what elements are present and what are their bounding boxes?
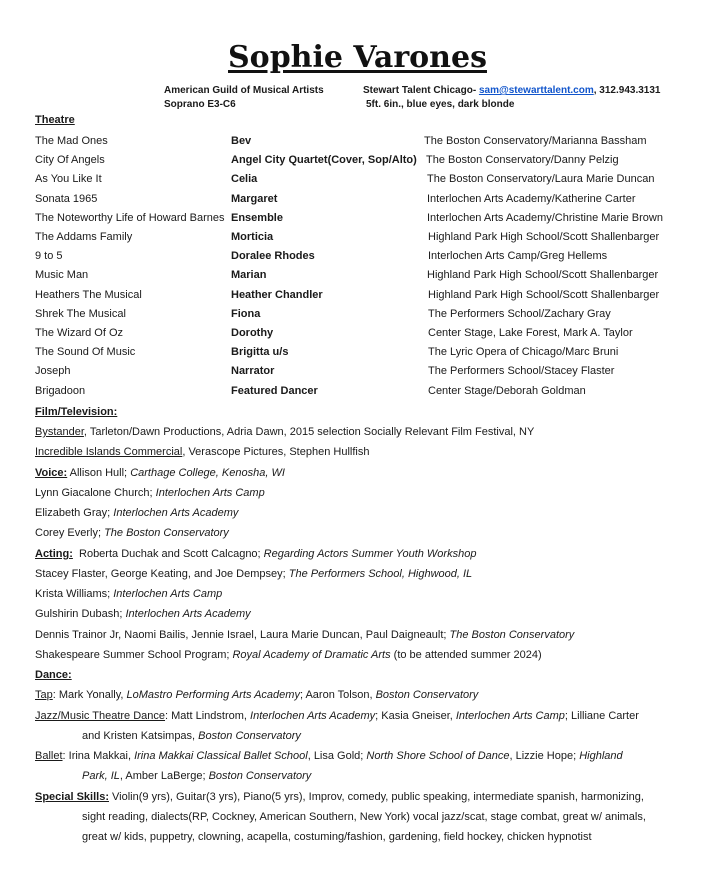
show-title: The Noteworthy Life of Howard Barnes <box>35 211 225 224</box>
show-title: Joseph <box>35 365 71 378</box>
show-title: Sonata 1965 <box>35 192 98 205</box>
voice-line <box>35 483 265 503</box>
header-right <box>363 84 660 112</box>
training-place: Interlochen Arts Camp <box>455 710 565 722</box>
dance-style-label: Jazz/Music Theatre Dance <box>35 710 166 722</box>
role-name: Heather Chandler <box>231 288 323 301</box>
role-name: Doralee Rhodes <box>231 250 315 263</box>
training-place: Interlochen Arts Camp <box>155 487 265 499</box>
venue-director: Interlochen Arts Academy/Katherine Carter <box>427 192 636 205</box>
teacher-name: : Mark Yonally, <box>52 689 127 701</box>
dance-style-label: Tap <box>35 689 53 701</box>
skills-text: great w/ kids, puppetry, clowning, acapella, costuming/fashion, gardening, field hockey, chicken hypnotist <box>82 831 592 843</box>
show-title: As You Like It <box>35 173 102 186</box>
training-place: Interlochen Arts Academy <box>125 608 251 620</box>
training-place: Interlochen Arts Academy <box>113 507 239 519</box>
venue-director: The Boston Conservatory/Laura Marie Duncan <box>427 173 655 186</box>
teacher-name: : Matt Lindstrom, <box>165 710 251 722</box>
role-name: Bev <box>231 135 252 147</box>
teacher-name: ; Kasia Gneiser, <box>375 710 456 722</box>
role-name: Dorothy <box>231 327 274 339</box>
voice-heading: Voice: <box>35 467 68 479</box>
agency-phone: , 312.943.3131 <box>593 85 661 96</box>
role-name: Celia <box>231 173 258 186</box>
acting-line <box>35 625 574 645</box>
role-name: Angel City Quartet(Cover, Sop/Alto) <box>231 154 417 167</box>
training-place: The Performers School, Highwood, IL <box>288 568 473 580</box>
acting-heading: Acting: <box>35 548 73 560</box>
show-title: The Sound Of Music <box>35 346 136 359</box>
venue-director: The Performers School/Zachary Gray <box>428 307 611 320</box>
venue-director: The Lyric Opera of Chicago/Marc Bruni <box>428 346 619 359</box>
role-name: Morticia <box>231 231 274 243</box>
show-title: 9 to 5 <box>35 250 63 263</box>
role-name: Margaret <box>231 192 278 205</box>
acting-line <box>35 564 472 584</box>
show-title: The Addams Family <box>35 231 133 243</box>
show-title: Heathers The Musical <box>35 288 142 301</box>
venue-director: Center Stage/Deborah Goldman <box>428 384 586 397</box>
teacher-name: ; Lilliane Carter <box>564 710 639 722</box>
teacher-name: Corey Everly; <box>35 527 105 539</box>
acting-line <box>35 544 476 564</box>
teacher-name: Krista Williams; <box>35 588 114 600</box>
skills-text: sight reading, dialects(RP, Cockney, American Southern, New York) vocal jazz/scat, stage combat, great w/ animals, <box>82 811 646 823</box>
training-place: Interlochen Arts Academy <box>250 710 376 722</box>
role-name: Narrator <box>231 365 275 378</box>
dance-tap-line <box>35 685 478 705</box>
show-title: The Mad Ones <box>35 135 108 147</box>
voice-line <box>35 503 238 523</box>
teacher-name: Allison Hull; <box>67 467 131 479</box>
show-title: Shrek The Musical <box>35 307 126 320</box>
film-heading-label: Film/Television: <box>35 406 118 418</box>
teacher-name: , Amber LaBerge; <box>119 770 209 782</box>
training-place: Boston Conservatory <box>208 770 312 782</box>
teacher-name: , Lisa Gold; <box>307 750 367 762</box>
teacher-name: , Lizzie Hope; <box>509 750 580 762</box>
training-place: Highland <box>579 750 623 762</box>
performer-name: Sophie Varones <box>228 40 487 75</box>
training-place: LoMastro Performing Arts Academy <box>126 689 300 701</box>
teacher-name: Dennis Trainor Jr, Naomi Bailis, Jennie Israel, Laura Marie Duncan, Paul Daigneault; <box>35 629 450 641</box>
training-place: Regarding Actors Summer Youth Workshop <box>263 548 477 560</box>
skills-text: Violin(9 yrs), Guitar(3 yrs), Piano(5 yrs), Improv, comedy, public speaking, intermediate spanish, harmonizing, <box>108 791 644 803</box>
show-title: Music Man <box>35 269 89 282</box>
teacher-name: Elizabeth Gray; <box>35 507 114 519</box>
training-place: North Shore School of Dance <box>366 750 510 762</box>
teacher-name: Roberta Duchak and Scott Calcagno; <box>72 548 264 560</box>
special-skills-line <box>35 787 644 807</box>
film-title: Incredible Islands Commercial <box>35 446 183 458</box>
film-details: , Tarleton/Dawn Productions, Adria Dawn, 2015 selection Socially Relevant Film Festival, NY <box>83 426 535 438</box>
film-heading <box>35 402 117 422</box>
show-title: Brigadoon <box>35 384 86 397</box>
teacher-name: ; Aaron Tolson, <box>299 689 376 701</box>
acting-line <box>35 645 542 665</box>
teacher-name: and Kristen Katsimpas, <box>82 730 199 742</box>
training-place: Boston Conservatory <box>198 730 301 742</box>
teacher-name: Stacey Flaster, George Keating, and Joe Dempsey; <box>35 568 289 580</box>
dance-heading <box>35 665 72 685</box>
venue-director: Highland Park High School/Scott Shallenbarger <box>428 231 660 243</box>
film-item <box>35 422 534 442</box>
header-left <box>164 84 324 112</box>
teacher-name: Shakespeare Summer School Program; <box>35 649 233 661</box>
agency-name: Stewart Talent Chicago- <box>363 85 479 96</box>
venue-director: Interlochen Arts Academy/Christine Marie Brown <box>427 211 663 224</box>
venue-director: The Performers School/Stacey Flaster <box>428 365 615 378</box>
special-skills-heading: Special Skills: <box>35 791 109 803</box>
venue-director: Highland Park High School/Scott Shallenbarger <box>427 269 659 282</box>
show-title: The Wizard Of Oz <box>35 327 124 339</box>
venue-director: The Boston Conservatory/Marianna Bassham <box>424 135 647 147</box>
agency-email-link[interactable]: sam@stewarttalent.com <box>478 85 594 96</box>
training-place: Park, IL <box>82 770 120 782</box>
dance-style-label: Ballet <box>35 750 63 762</box>
teacher-name: Lynn Giacalone Church; <box>35 487 156 499</box>
physical-stats: 5ft. 6in., blue eyes, dark blonde <box>366 99 515 110</box>
film-item <box>35 442 369 462</box>
role-name: Featured Dancer <box>231 384 318 397</box>
training-place: Carthage College, Kenosha, WI <box>130 467 285 479</box>
venue-director: Center Stage, Lake Forest, Mark A. Taylor <box>428 327 633 339</box>
agency-line <box>363 84 660 98</box>
dance-jazz-line <box>35 706 639 726</box>
training-place: Irina Makkai Classical Ballet School <box>134 750 308 762</box>
training-place: Boston Conservatory <box>375 689 479 701</box>
training-place: Interlochen Arts Camp <box>113 588 223 600</box>
dance-heading-label: Dance: <box>35 669 72 681</box>
acting-line <box>35 584 222 604</box>
dance-ballet-line <box>35 746 623 766</box>
role-name: Ensemble <box>231 211 283 224</box>
role-name: Brigitta u/s <box>231 346 289 359</box>
voice-type: Soprano E3-C6 <box>164 99 236 110</box>
venue-director: The Boston Conservatory/Danny Pelzig <box>426 154 619 167</box>
teacher-name: Gulshirin Dubash; <box>35 608 126 620</box>
dance-jazz-continued <box>82 726 301 746</box>
venue-director: Interlochen Arts Camp/Greg Hellems <box>428 250 608 263</box>
training-place: Royal Academy of Dramatic Arts <box>232 649 391 661</box>
dance-ballet-continued <box>82 766 311 786</box>
union-affiliation: American Guild of Musical Artists <box>164 85 324 96</box>
venue-director: Highland Park High School/Scott Shallenbarger <box>428 288 660 301</box>
film-details: , Verascope Pictures, Stephen Hullfish <box>182 446 370 458</box>
show-title: City Of Angels <box>35 154 105 167</box>
film-title: Bystander <box>35 426 84 438</box>
role-name: Marian <box>231 269 267 282</box>
role-name: Fiona <box>231 307 261 320</box>
training-place: The Boston Conservatory <box>104 527 229 539</box>
teacher-name: : Irina Makkai, <box>62 750 135 762</box>
training-place: The Boston Conservatory <box>449 629 575 641</box>
acting-line <box>35 604 251 624</box>
theatre-heading: Theatre <box>35 114 75 126</box>
attendance-note: (to be attended summer 2024) <box>390 649 542 661</box>
voice-line <box>35 523 229 543</box>
voice-line <box>35 463 285 483</box>
